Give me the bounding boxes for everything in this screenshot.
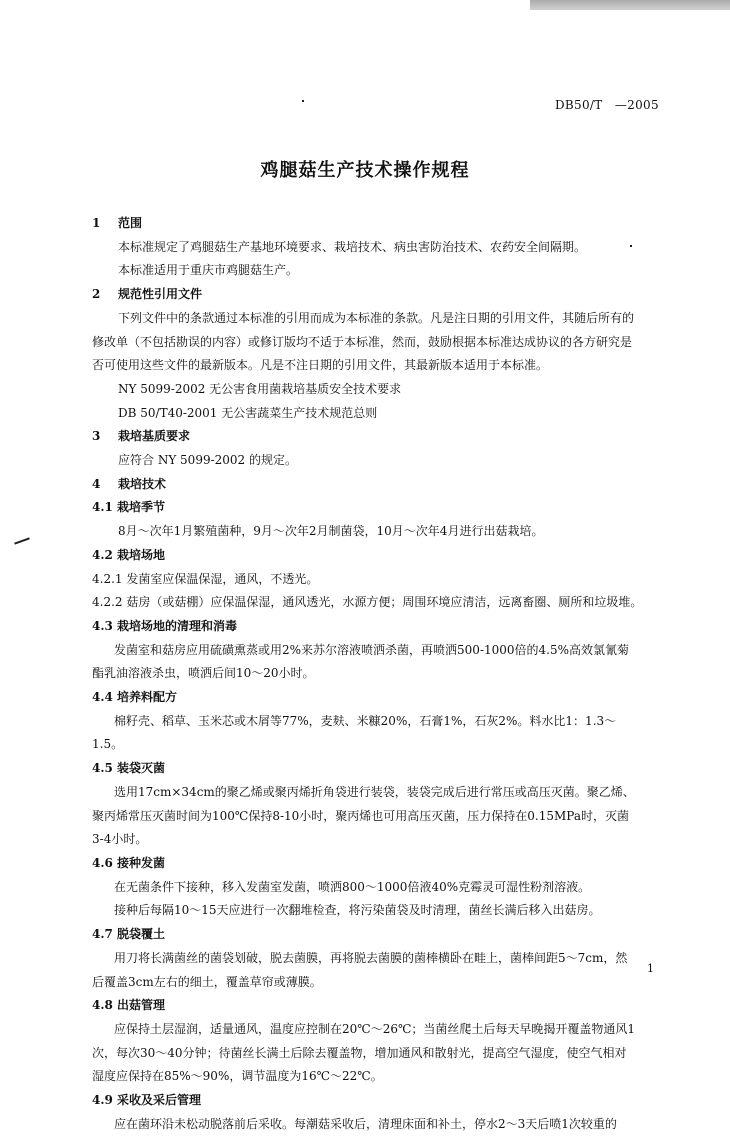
body-line: 本标准规定了鸡腿菇生产基地环境要求、栽培技术、病虫害防治技术、农药安全间隔期。 [118,239,587,254]
body-line: 棉籽壳、稻草、玉米芯或木屑等77%，麦麸、米糠20%，石膏1%，石灰2%。料水比1：1.3～ [114,713,617,728]
body-line: 聚丙烯常压灭菌时间为100℃保持8-10小时，聚丙烯也可用高压灭菌，压力保持在0.15MPa时，灭菌 [92,808,629,823]
section-title: 范围 [118,216,143,230]
subsection-heading: 4.3 栽培场地的清理和消毒 [92,618,238,633]
body-line: 否可使用这些文件的最新版本。凡是不注日期的引用文件，其最新版本适用于本标准。 [92,358,549,373]
body-line: 应在菌环沿未松动脱落前后采收。每潮菇采收后，清理床面和补土，停水2～3天后喷1次较重的 [114,1116,617,1131]
body-line: 发菌室和菇房应用硫磺熏蒸或用2%来苏尔溶液喷洒杀菌，再喷洒500-1000倍的4.5%高效氯氰菊 [114,642,630,657]
subsection-heading: 4.2 栽培场地 [92,547,166,562]
page-number: 1 [647,962,654,975]
subsection-heading: 4.7 脱袋覆土 [92,927,166,942]
body-line: 8月～次年1月繁殖菌种，9月～次年2月制菌袋，10月～次年4月进行出菇栽培。 [118,524,544,539]
scan-mark [14,537,30,544]
subsection-heading: 4.1 栽培季节 [92,500,166,515]
body-line: 酯乳油溶液杀虫，喷洒后间10～20小时。 [92,666,315,681]
section-title: 规范性引用文件 [118,287,203,302]
subsection-heading: 4.8 出菇管理 [92,998,166,1013]
body-line: 选用17cm×34cm的聚乙烯或聚丙烯折角袋进行装袋，装袋完成后进行常压或高压灭菌。聚乙烯、 [114,784,635,799]
subsection-heading: 4.6 接种发菌 [92,855,166,870]
body-line: 4.2.1 发菌室应保温保湿，通风，不透光。 [92,571,319,586]
section-heading [92,473,664,497]
body-line: 3-4小时。 [92,832,148,847]
body-line: 次，每次30～40分钟；待菌丝长满土后除去覆盖物，增加通风和散射光，提高空气湿度，使空气相对 [92,1045,627,1060]
body-line: 在无菌条件下接种，移入发菌室发菌，喷洒800～1000倍液40%克霉灵可湿性粉剂溶液。 [114,879,591,894]
section-number: 4 [92,476,101,491]
body-line: 后覆盖3cm左右的细土，覆盖草帘或薄膜。 [92,974,322,989]
subsection-heading: 4.4 培养料配方 [92,690,178,705]
document-title: 鸡腿菇生产技术操作规程 [260,160,470,181]
section-heading [92,212,664,236]
section-title: 栽培技术 [118,476,167,491]
section-heading [92,283,664,307]
body-line: 应符合 NY 5099-2002 的规定。 [118,453,297,468]
subsection-heading: 4.9 采收及采后管理 [92,1093,202,1108]
body-line: NY 5099-2002 无公害食用菌栽培基质安全技术要求 [118,381,402,396]
body-line: 4.2.2 菇房（或菇棚）应保温保湿，通风透光，水源方便；周围环境应清洁，远离畜圈、厕所和垃圾堆。 [92,595,643,610]
body-line: DB 50/T40-2001 无公害蔬菜生产技术规范总则 [118,405,378,420]
standard-code: DB50/T —2005 [555,98,659,112]
document-body [92,212,664,1136]
body-line: 应保持土层湿润，适量通风，温度应控制在20℃～26℃；当菌丝爬土后每天早晚揭开覆盖物通风1 [114,1021,636,1036]
subsection-heading: 4.5 装袋灭菌 [92,761,166,776]
body-line: 湿度应保持在85%～90%，调节温度为16℃～22℃。 [92,1069,383,1084]
section-number: 2 [92,287,101,302]
section-title: 栽培基质要求 [118,429,191,444]
section-heading [92,425,664,449]
body-line: 1.5。 [92,737,124,752]
scan-mark [302,100,304,102]
section-number: 3 [92,429,101,444]
body-line: 修改单（不包括勘误的内容）或修订版均不适于本标准，然而，鼓励根据本标准达成协议的各方研究是 [92,334,633,349]
body-line: 下列文件中的条款通过本标准的引用而成为本标准的条款。凡是注日期的引用文件，其随后所有的 [118,310,635,325]
scan-edge-shadow [530,0,730,10]
section-number: 1 [92,216,101,230]
body-line: 用刀将长满菌丝的菌袋划破，脱去菌膜，再将脱去菌膜的菌棒横卧在畦上，菌棒间距5～7cm，然 [114,950,628,965]
body-line: 本标准适用于重庆市鸡腿菇生产。 [118,263,299,278]
body-line: 接种后每隔10～15天应进行一次翻堆检查，将污染菌袋及时清理，菌丝长满后移入出菇房。 [114,903,601,918]
